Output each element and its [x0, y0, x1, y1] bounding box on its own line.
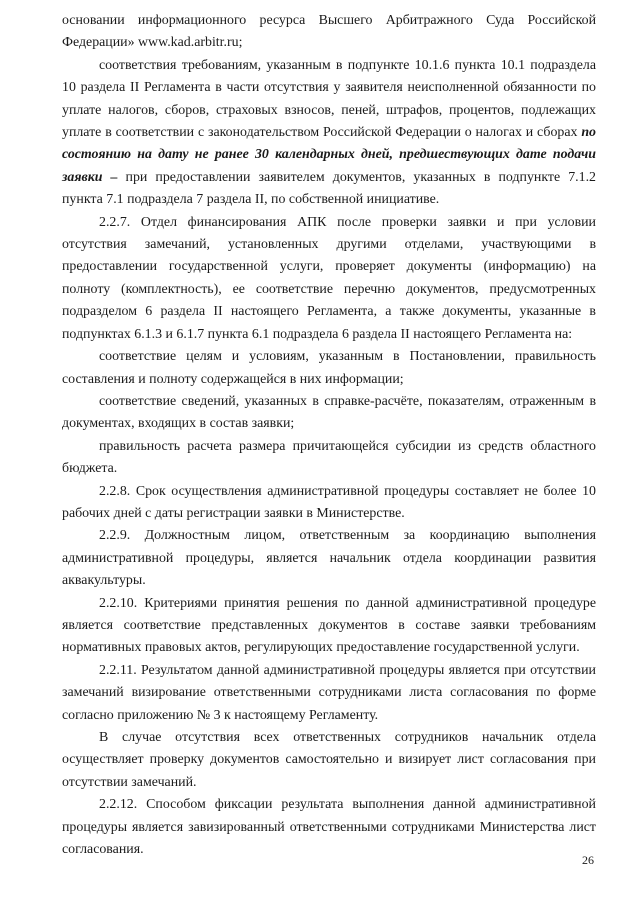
list-item-goals: соответствие целям и условиям, указанным в Постановлении, правильность составления и полноту содержащейся в них информации;	[62, 349, 596, 387]
paragraph-text: при предоставлении заявителем документов, указанных в подпункте 7.1.2 пункта 7.1 подраздела 7 раздела II, по собственной инициативе.	[62, 169, 596, 208]
paragraph-2-2-10: 2.2.10. Критериями принятия решения по данной административной процедуре является соответствие представленных документов в составе заявки требованиям нормативных правовых актов, регулирующих предоставление государственной услуги.	[62, 595, 596, 656]
list-item-subsidy-calc: правильность расчета размера причитающейся субсидии из средств областного бюджета.	[62, 438, 596, 477]
document-page	[62, 10, 596, 861]
paragraph-2-2-12: 2.2.12. Способом фиксации результата выполнения данной административной процедуры является завизированный ответственными сотрудниками Министерства лист согласования.	[62, 797, 596, 858]
paragraph-2-2-11: 2.2.11. Результатом данной административной процедуры является при отсутствии замечаний визирование ответственными сотрудниками листа согласования по форме согласно приложению № 3 к настоящему Регламенту.	[62, 662, 596, 723]
page-number: 26	[582, 853, 594, 867]
list-item-data-match: соответствие сведений, указанных в справке-расчёте, показателям, отраженным в документах, входящих в состав заявки;	[62, 393, 596, 432]
paragraph-absence-case: В случае отсутствия всех ответственных сотрудников начальник отдела осуществляет проверку документов самостоятельно и визирует лист согласования при отсутствии замечаний.	[62, 730, 596, 790]
paragraph-2-2-8: 2.2.8. Срок осуществления административной процедуры составляет не более 10 рабочих дней с даты регистрации заявки в Министерстве.	[62, 483, 596, 521]
paragraph-2-2-7: 2.2.7. Отдел финансирования АПК после проверки заявки и при условии отсутствия замечаний, установленных другими отделами, участвующими в предоставлении государственной услуги, проверяет документы (информацию) на полноту (комплектность), ее соответствие перечню документов, предусмотренных подразделом 6 раздела II настоящего Регламента, а также документы, указанные в подпунктах 6.1.3 и 6.1.7 пункта 6.1 подраздела 6 раздела II настоящего Регламента на:	[62, 214, 596, 342]
emphasis-deadline: по состоянию на дату не ранее 30 календарных дней, предшествующих дате подачи заявки –	[62, 125, 596, 185]
paragraph-tax-requirement	[62, 55, 596, 212]
paragraph-text: соответствия требованиям, указанным в подпункте 10.1.6 пункта 10.1 подраздела 10 раздела II Регламента в части отсутствия у заявителя неисполненной обязанности по уплате налогов, сборов, страховых взносов, пеней, штрафов, процентов, подлежащих уплате в соответствии с законодательством Российской Федерации о налогах и сборах	[62, 57, 596, 141]
paragraph-continuation: основании информационного ресурса Высшего Арбитражного Суда Российской Федерации» www.kad.arbitr.ru;	[62, 13, 596, 51]
paragraph-2-2-9: 2.2.9. Должностным лицом, ответственным за координацию выполнения административной процедуры, является начальник отдела координации развития аквакультуры.	[62, 528, 596, 589]
